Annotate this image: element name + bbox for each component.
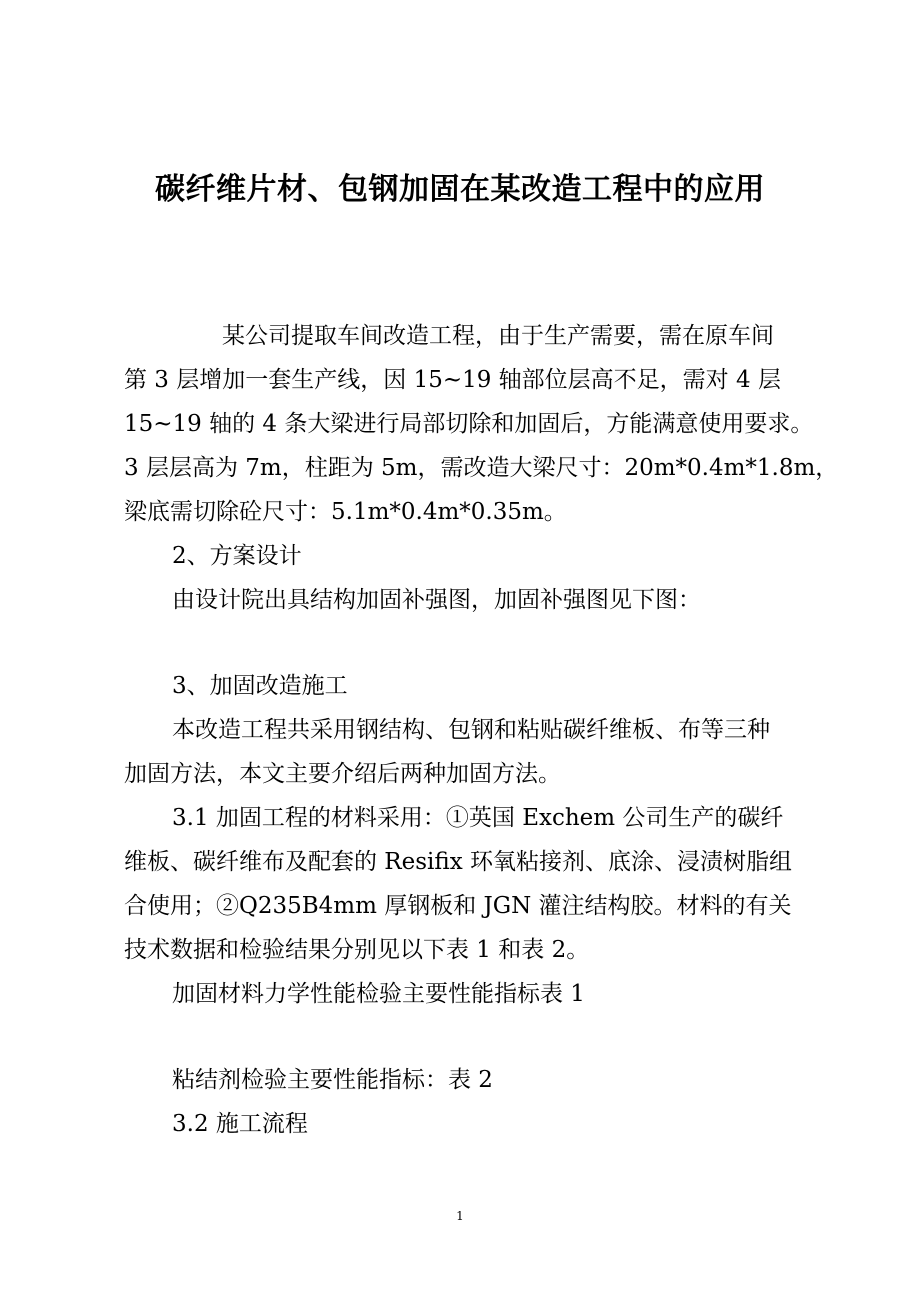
document-title: 碳纤维片材、包钢加固在某改造工程中的应用	[155, 172, 765, 207]
paragraph-line: 梁底需切除砼尺寸：5.1m*0.4m*0.35m。	[124, 499, 567, 525]
paragraph-line: 第 3 层增加一套生产线，因 15~19 轴部位层高不足，需对 4 层	[124, 367, 781, 393]
paragraph-line: 3.1 加固工程的材料采用：①英国 Exchem 公司生产的碳纤	[172, 805, 784, 831]
paragraph-line: 某公司提取车间改造工程，由于生产需要，需在原车间	[222, 323, 774, 349]
paragraph-line: 技术数据和检验结果分别见以下表 1 和表 2。	[124, 937, 590, 963]
paragraph-line: 合使用；②Q235B4mm 厚钢板和 JGN 灌注结构胶。材料的有关	[124, 893, 792, 919]
page-number: 1	[456, 1209, 464, 1223]
paragraph-line: 维板、碳纤维布及配套的 Resifix 环氧粘接剂、底涂、浸渍树脂组	[124, 849, 793, 875]
paragraph-line: 由设计院出具结构加固补强图，加固补强图见下图：	[172, 587, 701, 613]
table-caption: 粘结剂检验主要性能指标：表 2	[172, 1067, 493, 1093]
section-heading: 3.2 施工流程	[172, 1111, 308, 1137]
paragraph-line: 3 层层高为 7m，柱距为 5m，需改造大梁尺寸：20m*0.4m*1.8m，	[124, 455, 839, 481]
paragraph-line: 15~19 轴的 4 条大梁进行局部切除和加固后，方能满意使用要求。	[124, 411, 814, 437]
section-heading: 3、加固改造施工	[172, 673, 348, 699]
paragraph-line: 加固方法，本文主要介绍后两种加固方法。	[124, 761, 561, 787]
section-heading: 2、方案设计	[172, 543, 302, 569]
paragraph-line: 本改造工程共采用钢结构、包钢和粘贴碳纤维板、布等三种	[172, 717, 770, 743]
table-caption: 加固材料力学性能检验主要性能指标表 1	[172, 981, 585, 1007]
